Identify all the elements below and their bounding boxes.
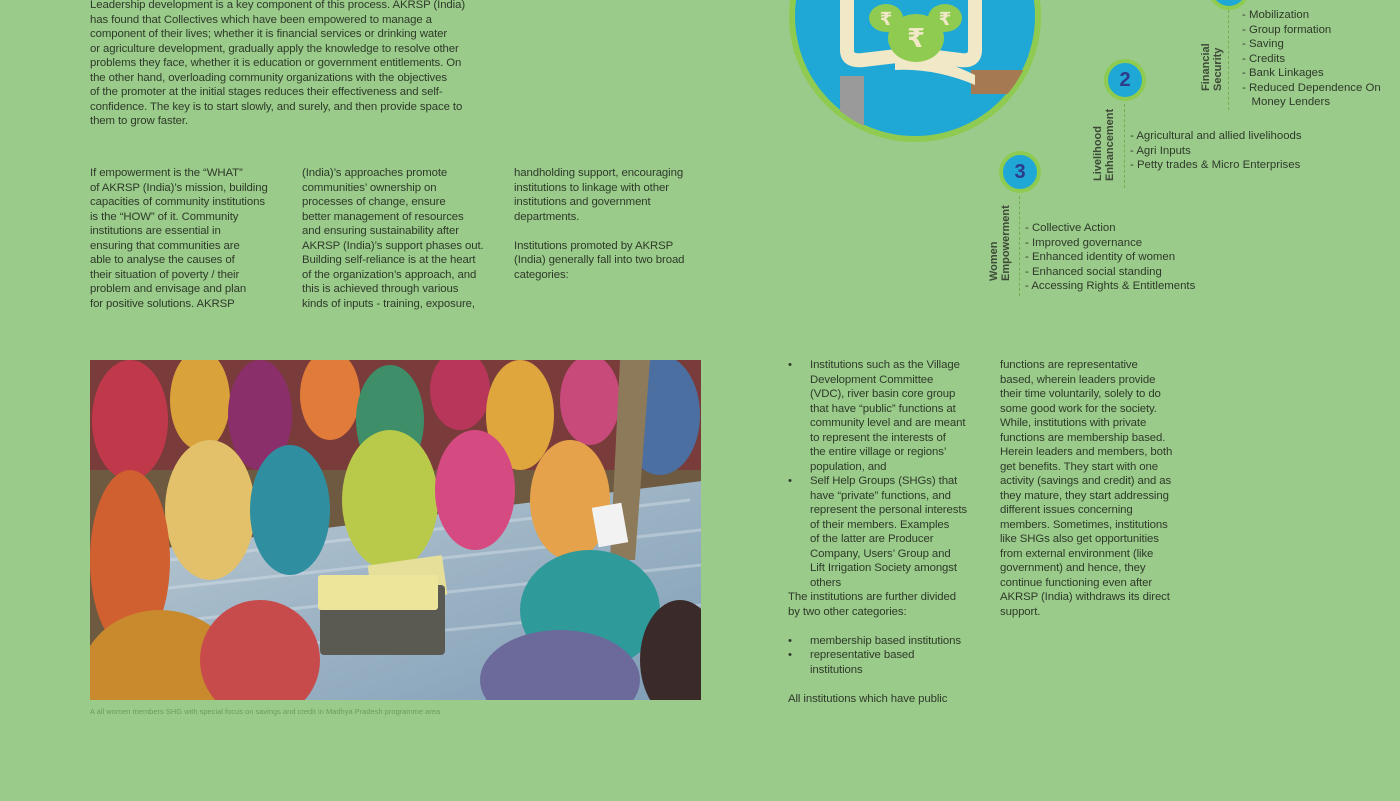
bullet-line: of the latter are Producer [810,533,934,545]
text-line: communities’ ownership on [302,181,437,194]
text-line: (India)’s approaches promote [302,167,448,179]
text-line: kinds of inputs - training, exposure, [302,297,475,310]
text-line: of AKRSP (India)’s mission, building [90,181,268,194]
text-line: the other hand, overloading community organizations with the objectives [90,71,447,84]
rupee-icon: ₹ [879,9,893,30]
bullet-line: that have “public” functions at [810,402,956,415]
text-line: AKRSP (India)’s support phases out. [302,239,484,252]
text-line: members. Sometimes, institutions [1000,518,1168,531]
text-line: - Petty trades & Micro Enterprises [1130,159,1301,171]
text-line: institutions to linkage with other [514,181,669,194]
text-line: categories: [514,268,569,281]
text-line: able to analyse the causes of [90,254,235,266]
bullet-line: institutions [810,663,863,676]
text-line: Money Lenders [1242,96,1331,108]
text-line: - Agricultural and allied livelihoods [1130,130,1302,142]
text-line: different issues concerning [1000,504,1133,516]
financial-security-label: Financial Security [1200,43,1224,91]
text-column-3 [514,166,714,282]
text-line: of the organization’s approach, and [302,268,477,281]
text-line: Leadership development is a key component of this process. AKRSP (India) [90,0,466,11]
text-line: government) and hence, they [1000,562,1146,574]
text-line: their time voluntarily, solely to do [1000,388,1161,400]
bullet-line: community level and are meant [810,417,966,429]
bullet-item [788,358,988,474]
livelihood-divider [1124,104,1125,188]
women-divider [1019,196,1020,296]
text-line: they mature, they start addressing [1000,489,1169,502]
text-line: better management of resources [302,210,464,223]
bullet-line: Development Committee [810,373,934,386]
rupee-icon: ₹ [938,9,952,30]
text-line: handholding support, encouraging [514,167,684,179]
text-line: of the promoter at the initial stages reduces their effectiveness and self- [90,86,443,98]
text-line: - Enhanced identity of women [1025,251,1176,263]
bullet-list-1 [788,358,988,590]
bullet-line: represent the personal interests [810,504,967,516]
text-line: The institutions are further divided [788,591,956,603]
livelihood-enhancement-items [1130,129,1302,173]
financial-divider [1228,10,1229,110]
text-line: - Mobilization [1242,9,1310,21]
text-line: problems they face, whether it is education or government entitlements. On [90,57,462,69]
text-line: continue functioning even after [1000,576,1153,589]
bullet-line: (VDC), river basin core group [810,388,956,400]
text-line: Institutions promoted by AKRSP [514,239,674,252]
text-line: - Collective Action [1025,222,1116,234]
text-line: - Agri Inputs [1130,144,1191,157]
badge-3-icon: 3 [999,151,1041,193]
bullet-line: • membership based institutions [810,634,961,647]
text-line: this is achieved through various [302,283,459,295]
text-line: functions are representative [1000,359,1138,371]
text-line: like SHGs also get opportunities [1000,533,1159,545]
text-line: based, wherein leaders provide [1000,373,1156,386]
text-column-2 [302,166,502,311]
further-divided-text [788,590,988,619]
bullet-line: • Institutions such as the Village [810,359,960,371]
text-line: activity (savings and credit) and as [1000,475,1172,487]
intro-paragraph [90,0,490,129]
text-line: their situation of poverty / their [90,268,240,281]
text-line: functions are membership based. [1000,431,1166,444]
text-line: institutions and government [514,196,651,208]
text-line: processes of change, ensure [302,196,446,208]
text-line: problem and envisage and plan [90,283,247,295]
bullet-line: others [810,576,842,589]
livelihood-enhancement-label: Livelihood Enhancement [1092,108,1116,181]
rupee-icon: ₹ [906,24,926,54]
text-line: - Improved governance [1025,236,1143,249]
text-line: - Group formation [1242,23,1332,36]
text-column-3-part-b [514,239,714,283]
text-line: institutions are essential in [90,225,221,237]
bullet-line: have “private” functions, and [810,489,951,502]
text-line: has found that Collectives which have been empowered to manage a [90,13,432,26]
text-line: departments. [514,210,580,223]
bullet-line: the entire village or regions’ [810,446,947,458]
text-line: some good work for the society. [1000,402,1157,415]
bullet-item [788,634,988,649]
text-line: - Enhanced social standing [1025,265,1162,278]
text-line: - Bank Linkages [1242,67,1324,79]
text-column-right [1000,358,1200,619]
text-line: or agriculture development, gradually apply the knowledge to resolve other [90,42,459,55]
text-line: AKRSP (India) withdraws its direct [1000,591,1170,603]
text-line: (India) generally fall into two broad [514,254,685,266]
text-column-1 [90,166,290,311]
text-line: If empowerment is the “WHAT” [90,167,243,179]
bullet-line: to represent the interests of [810,431,946,444]
text-line: confidence. The key is to start slowly, and surely, and then provide space to [90,100,463,113]
text-line: - Credits [1242,52,1286,65]
text-line: Herein leaders and members, both [1000,446,1173,458]
women-empowerment-items [1025,221,1195,294]
institutions-text [788,358,988,706]
bullet-line: population, and [810,460,887,473]
text-column-3-part-a [514,166,714,224]
text-line: for positive solutions. AKRSP [90,297,235,310]
photo-caption: A all women members SHG with special focus on savings and credit in Madhya Pradesh programme area [90,707,441,716]
hands-money-illustration [785,0,1047,148]
bullet-line: • representative based [810,649,915,661]
bullet-line: of their members. Examples [810,518,950,531]
bullet-line: Lift Irrigation Society amongst [810,562,957,574]
text-line: and ensuring sustainability after [302,225,459,237]
text-line: from external environment (like [1000,547,1154,560]
text-line: get benefits. They start with one [1000,460,1158,473]
bullet-item [788,648,988,677]
text-line: component of their lives; whether it is financial services or drinking water [90,28,448,40]
bullet-line: • Self Help Groups (SHGs) that [810,475,958,487]
text-line: ensuring that communities are [90,239,240,252]
shg-meeting-photo [90,360,701,700]
text-line: is the “HOW” of it. Community [90,210,239,223]
financial-security-items [1242,8,1381,110]
text-line: - Reduced Dependence On [1242,81,1381,94]
badge-2-icon: 2 [1104,59,1146,101]
women-empowerment-label: Women Empowerment [988,205,1012,281]
text-line: them to grow faster. [90,115,189,127]
text-line: by two other categories: [788,605,907,618]
bullet-item [788,474,988,590]
text-line: While, institutions with private [1000,417,1147,429]
bullet-line: Company, Users’ Group and [810,547,951,560]
text-line: - Accessing Rights & Entitlements [1025,280,1196,292]
text-line: Building self-reliance is at the heart [302,254,476,266]
text-line: capacities of community institutions [90,196,265,208]
text-line: support. [1000,605,1041,618]
text-line: - Saving [1242,38,1284,50]
all-institutions-text: All institutions which have public [788,692,948,705]
bullet-list-2 [788,634,988,678]
